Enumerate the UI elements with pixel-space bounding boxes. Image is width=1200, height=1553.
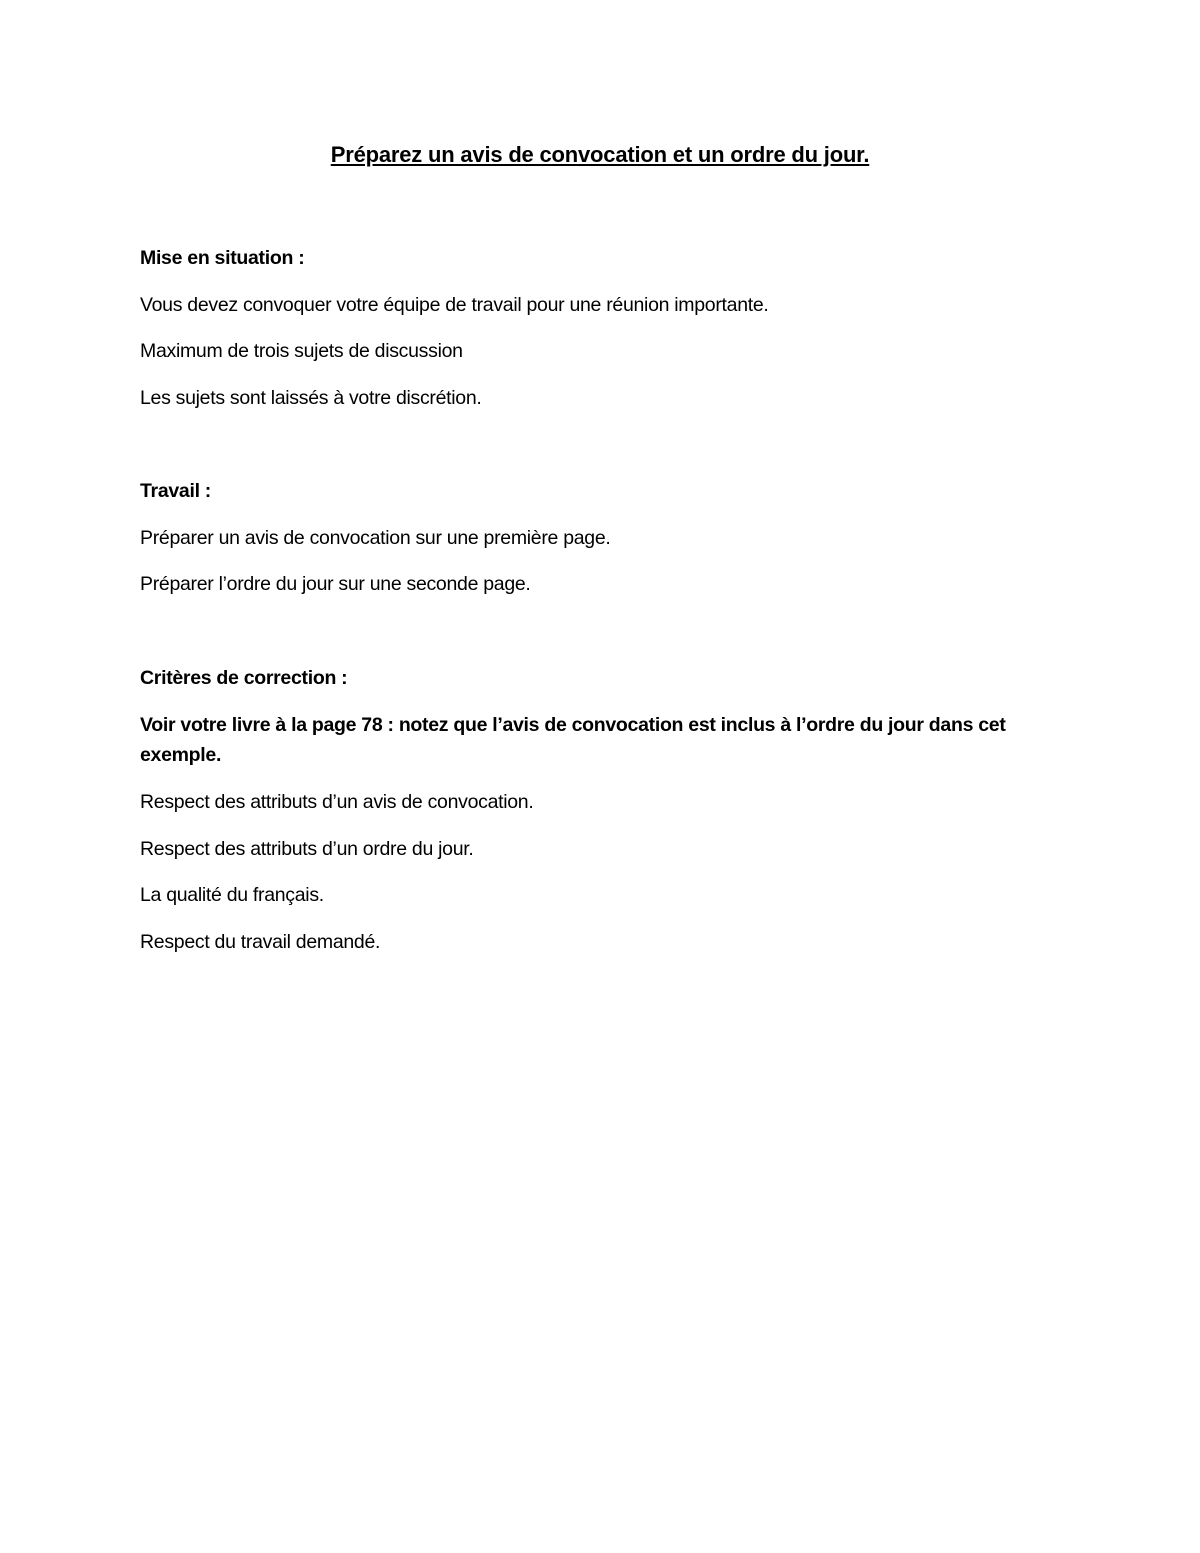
section-heading-mise-en-situation: Mise en situation :	[140, 247, 305, 269]
paragraph-line: La qualité du français.	[140, 884, 324, 906]
section-heading-travail: Travail :	[140, 480, 212, 502]
paragraph-line: Préparer l’ordre du jour sur une seconde page.	[140, 573, 531, 595]
paragraph-line: Maximum de trois sujets de discussion	[140, 340, 463, 362]
paragraph-line: Vous devez convoquer votre équipe de travail pour une réunion importante.	[140, 294, 769, 316]
paragraph-line: Les sujets sont laissés à votre discrétion.	[140, 387, 482, 409]
bold-note: Voir votre livre à la page 78 : notez que l’avis de convocation est inclus à l’ordre du jour dans cet exemple.	[140, 714, 1006, 766]
paragraph-line: Respect des attributs d’un avis de convocation.	[140, 791, 534, 813]
paragraph-line: Respect du travail demandé.	[140, 931, 381, 953]
page-title: Préparez un avis de convocation et un ordre du jour.	[330, 142, 870, 167]
section-heading-criteres: Critères de correction :	[140, 667, 348, 689]
paragraph-line: Respect des attributs d’un ordre du jour.	[140, 838, 474, 860]
paragraph-line: Préparer un avis de convocation sur une première page.	[140, 527, 611, 549]
